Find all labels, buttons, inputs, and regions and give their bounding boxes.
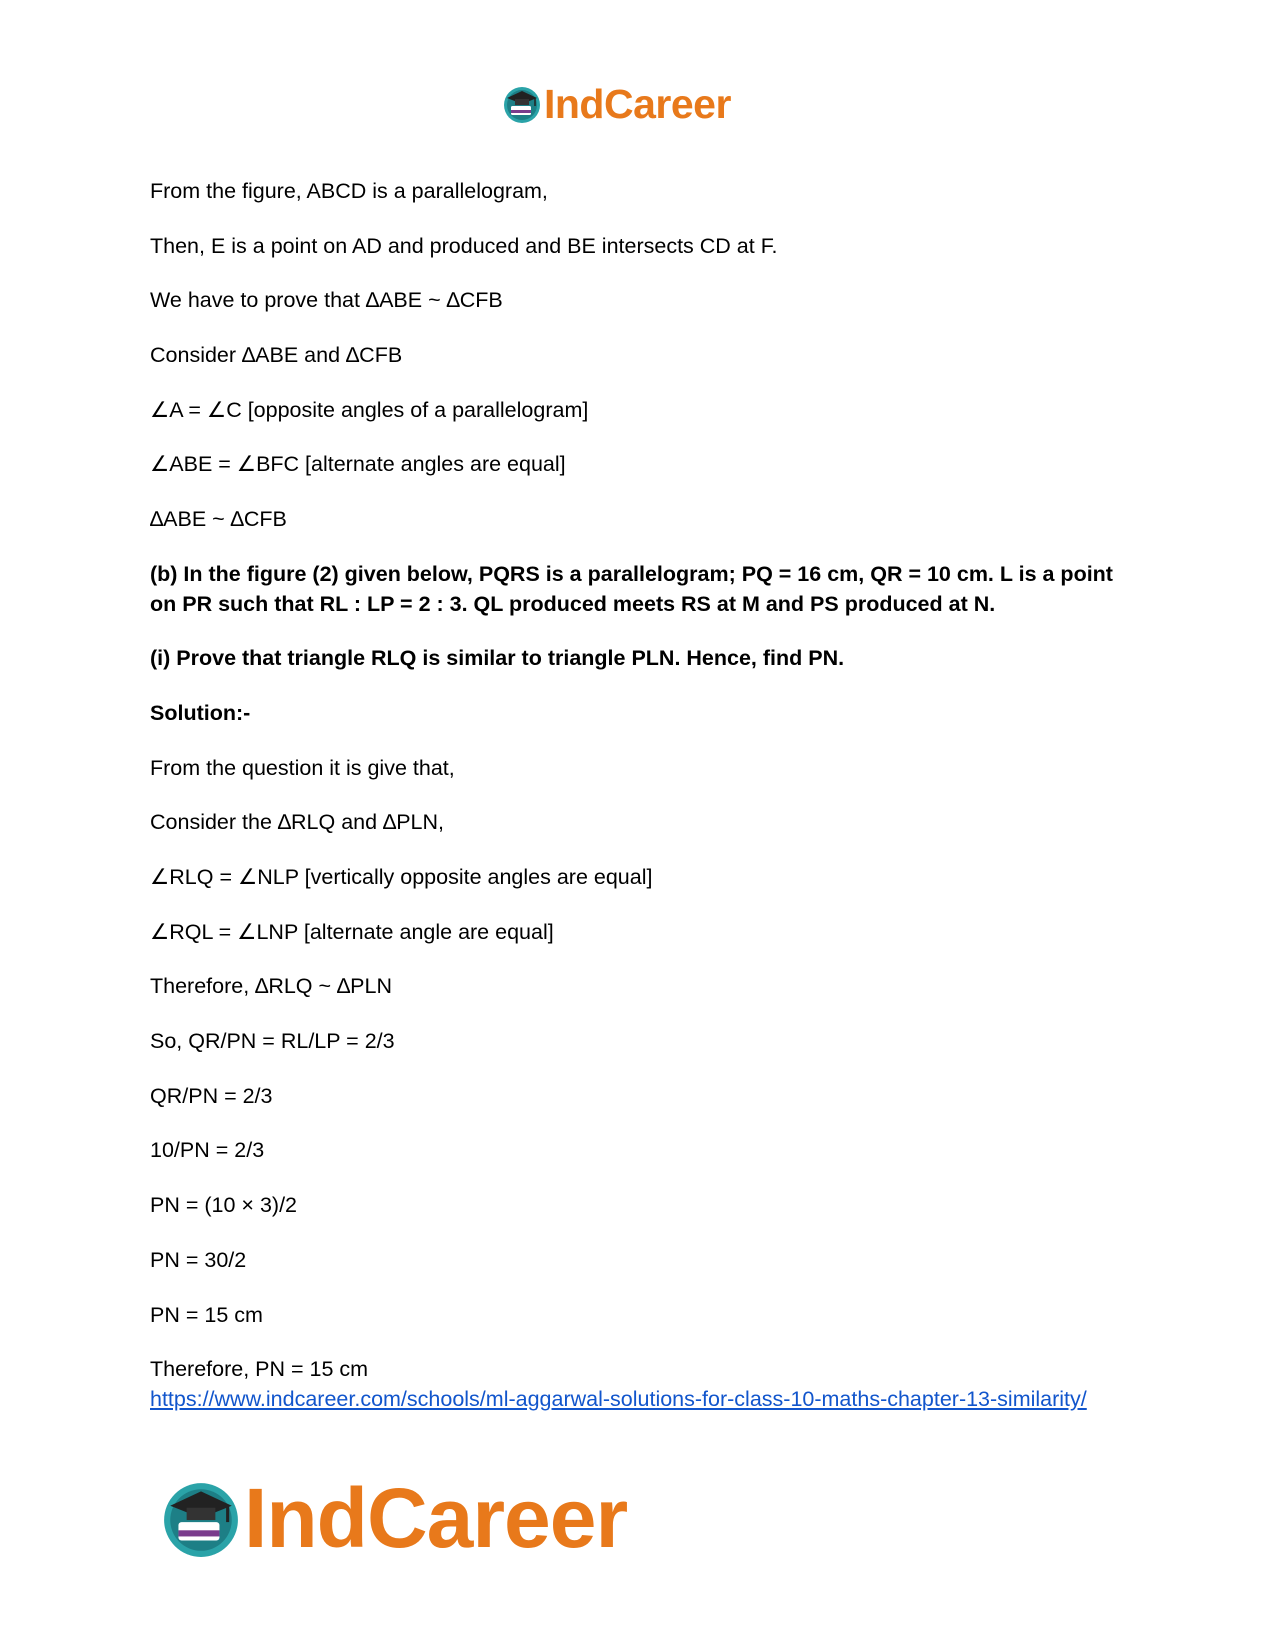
graduation-cap-book-icon: [160, 1477, 242, 1559]
text-line: From the figure, ABCD is a parallelogram,: [150, 179, 548, 203]
brand-name: IndCareer: [244, 1470, 628, 1565]
solution-line: Therefore, ∆RLQ ~ ∆PLN: [150, 974, 393, 998]
solution-line: So, QR/PN = RL/LP = 2/3: [150, 1029, 395, 1053]
brand-name: IndCareer: [544, 80, 731, 127]
solution-line: QR/PN = 2/3: [150, 1084, 273, 1108]
text-line: ∠ABE = ∠BFC [alternate angles are equal]: [150, 452, 566, 476]
text-line: ∠A = ∠C [opposite angles of a parallelogram]: [150, 398, 589, 422]
solution-line: Consider the ∆RLQ and ∆PLN,: [150, 810, 445, 834]
source-link[interactable]: https://www.indcareer.com/schools/ml-aggarwal-solutions-for-class-10-maths-chapter-13-similarity/: [150, 1387, 1087, 1411]
solution-line: ∠RLQ = ∠NLP [vertically opposite angles are equal]: [150, 865, 653, 889]
solution-line: 10/PN = 2/3: [150, 1138, 265, 1162]
footer-logo: [160, 1468, 627, 1568]
text-line: We have to prove that ∆ABE ~ ∆CFB: [150, 288, 503, 312]
text-line: ∆ABE ~ ∆CFB: [150, 507, 287, 531]
question-b: (b) In the figure (2) given below, PQRS is a parallelogram; PQ = 16 cm, QR = 10 cm. L is a point on PR such that RL : LP = 2 : 3. QL produced meets RS at M and PS produced at N.: [150, 562, 1113, 616]
graduation-cap-book-icon: [502, 84, 542, 124]
solution-line: PN = (10 × 3)/2: [150, 1193, 297, 1217]
solution-line: PN = 15 cm: [150, 1303, 263, 1327]
solution-line: Therefore, PN = 15 cm: [150, 1357, 369, 1381]
solution-line: PN = 30/2: [150, 1248, 247, 1272]
text-line: Consider ∆ABE and ∆CFB: [150, 343, 403, 367]
solution-line: From the question it is give that,: [150, 756, 455, 780]
header-logo: [502, 78, 731, 130]
solution-label: Solution:-: [150, 701, 251, 725]
text-line: Then, E is a point on AD and produced and BE intersects CD at F.: [150, 234, 778, 258]
solution-line: ∠RQL = ∠LNP [alternate angle are equal]: [150, 920, 554, 944]
question-b-i: (i) Prove that triangle RLQ is similar to triangle PLN. Hence, find PN.: [150, 646, 845, 670]
